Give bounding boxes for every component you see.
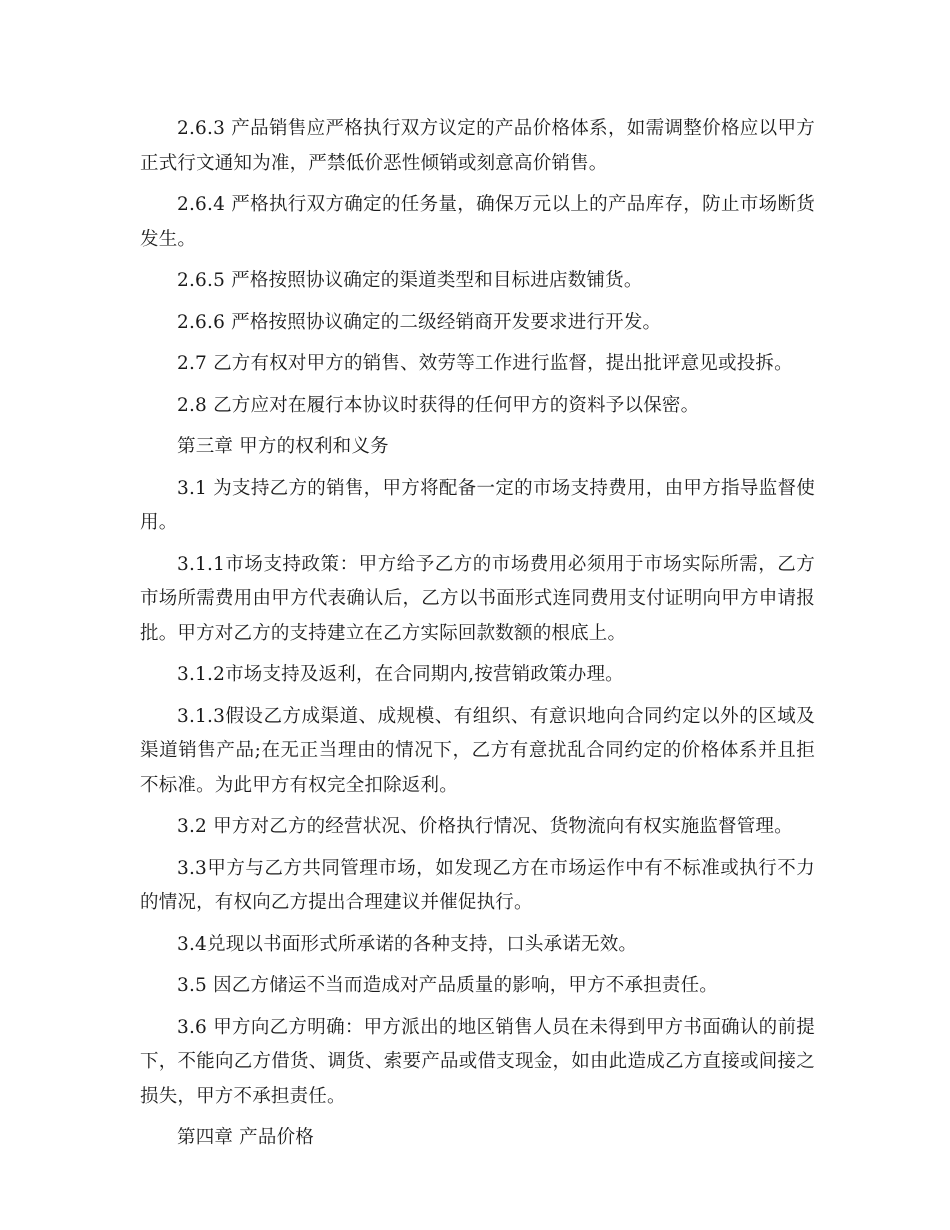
clause-3-4: 3.4兑现以书面形式所承诺的各种支持，口头承诺无效。 [177,933,638,955]
chapter-3-heading: 第三章 甲方的权利和义务 [177,436,389,457]
clause-2-7: 2.7 乙方有权对甲方的销售、效劳等工作进行监督，提出批评意见或投拆。 [177,353,793,374]
clause-3-1-1: 3.1.1市场支持政策：甲方给予乙方的市场费用必须用于市场实际所需，乙方市场所需费用由甲方代表确认后，乙方以书面形式连同费用支付证明向甲方申请报批。甲方对乙方的支持建立在乙方实际回款数额的根底上。 [140,553,815,644]
clause-3-3: 3.3甲方与乙方共同管理市场，如发现乙方在市场运作中有不标准或执行不力的情况，有权向乙方提出合理建议并催促执行。 [140,857,815,913]
clause-3-1-2: 3.1.2市场支持及返利，在合同期内,按营销政策办理。 [177,664,624,685]
chapter-4-heading: 第四章 产品价格 [177,1127,314,1148]
clause-2-6-5: 2.6.5 严格按照协议确定的渠道类型和目标进店数铺货。 [177,270,643,291]
clause-3-6: 3.6 甲方向乙方明确：甲方派出的地区销售人员在未得到甲方书面确认的前提下，不能向乙方借货、调货、索要产品或借支现金，如由此造成乙方直接或间接之损失，甲方不承担责任。 [140,1016,815,1107]
clause-3-2: 3.2 甲方对乙方的经营状况、价格执行情况、货物流向有权实施监督管理。 [177,816,793,837]
clause-3-1: 3.1 为支持乙方的销售，甲方将配备一定的市场支持费用，由甲方指导监督使用。 [140,477,815,533]
clause-3-1-3: 3.1.3假设乙方成渠道、成规模、有组织、有意识地向合同约定以外的区域及渠道销售产品;在无正当理由的情况下，乙方有意扰乱合同约定的价格体系并且拒不标准。为此甲方有权完全扣除返利。 [140,705,815,796]
clause-2-6-3: 2.6.3 产品销售应严格执行双方议定的产品价格体系，如需调整价格应以甲方正式行文通知为准，严禁低价恶性倾销或刻意高价销售。 [140,118,815,174]
clause-3-5: 3.5 因乙方储运不当而造成对产品质量的影响，甲方不承担责任。 [177,975,719,996]
clause-2-6-4: 2.6.4 严格执行双方确定的任务量，确保万元以上的产品库存，防止市场断货发生。 [140,194,815,250]
clause-2-8: 2.8 乙方应对在履行本协议时获得的任何甲方的资料予以保密。 [177,394,700,416]
document-body [140,112,815,1163]
clause-2-6-6: 2.6.6 严格按照协议确定的二级经销商开发要求进行开发。 [177,311,662,333]
